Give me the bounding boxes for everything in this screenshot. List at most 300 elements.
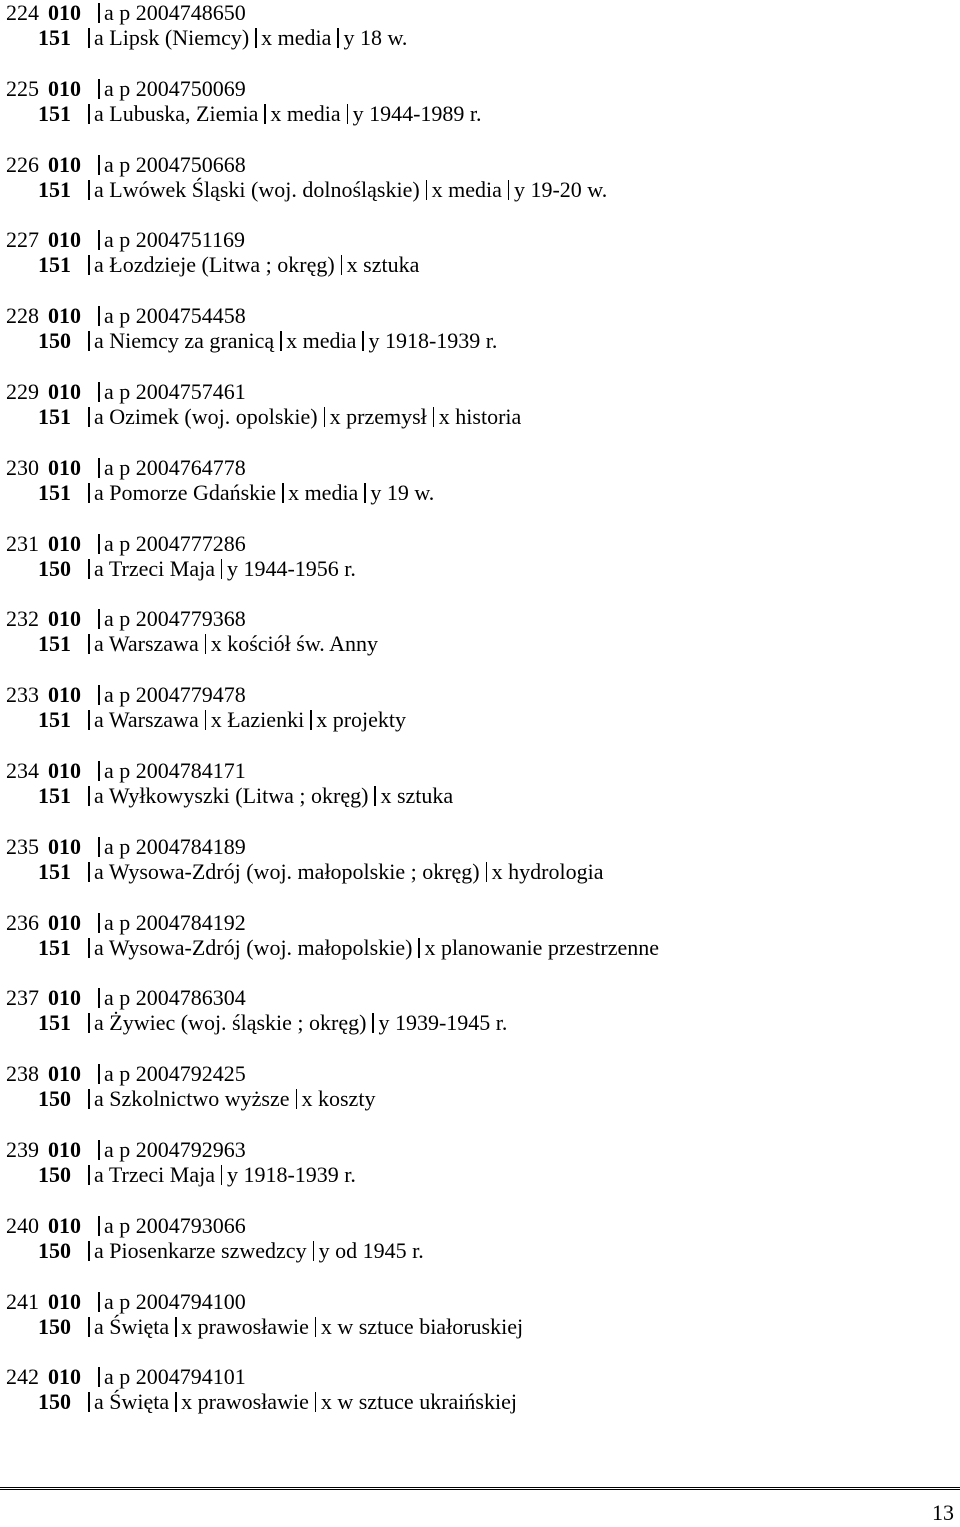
subfield-value: 1944-1956 r. xyxy=(243,555,356,581)
subfield-value: Ozimek (woj. opolskie) xyxy=(109,403,318,429)
record-control-line xyxy=(6,834,246,860)
field-tag: 010 xyxy=(48,0,81,25)
subfield xyxy=(337,25,407,51)
subfield-code: a xyxy=(94,25,104,50)
subfield-code: y xyxy=(318,1237,330,1263)
subfield-code: x xyxy=(301,1086,313,1112)
record-entry xyxy=(6,910,946,986)
record-heading-line xyxy=(38,859,603,885)
record-control-line xyxy=(6,152,246,178)
subfield-value: prawosławie xyxy=(197,1389,309,1415)
subfield xyxy=(280,328,356,354)
subfield-code: x xyxy=(431,176,443,202)
field-tag: 151 xyxy=(38,858,71,884)
field-tag: 010 xyxy=(48,151,81,177)
record-number: 226 xyxy=(6,151,39,177)
subfield xyxy=(88,1162,215,1188)
subfield-value: Warszawa xyxy=(108,707,199,733)
subfield-code: x xyxy=(286,328,298,354)
record-control-line xyxy=(6,227,245,253)
record-heading-line xyxy=(38,328,497,354)
record-heading-line xyxy=(38,1086,375,1112)
subfield-code: a xyxy=(94,782,104,808)
record-entry xyxy=(6,1137,946,1213)
subfield xyxy=(426,177,502,203)
record-entry xyxy=(6,1289,946,1365)
subfield xyxy=(264,101,340,127)
subfield-value: 1918-1939 r. xyxy=(243,1161,356,1187)
subfield-code: x xyxy=(270,100,282,126)
record-control-line xyxy=(6,379,246,405)
subfield-value: Niemcy za granicą xyxy=(109,328,275,354)
subfield-value: p 2004794100 xyxy=(119,1288,246,1314)
subfield xyxy=(88,707,199,733)
record-heading-line xyxy=(38,631,378,657)
field-tag: 010 xyxy=(48,909,81,935)
field-tag: 010 xyxy=(48,985,81,1011)
field-tag: 010 xyxy=(48,530,81,556)
record-number: 227 xyxy=(6,227,39,253)
subfield-code: a xyxy=(104,1212,114,1238)
subfield xyxy=(88,252,335,278)
record-entry xyxy=(6,455,946,531)
subfield-value: kościół św. Anny xyxy=(227,631,378,657)
record-list xyxy=(6,0,946,1440)
record-entry xyxy=(6,1213,946,1289)
subfield-code: x xyxy=(210,631,222,657)
subfield-code: y xyxy=(226,555,238,581)
record-number: 241 xyxy=(6,1288,39,1314)
subfield-value: projekty xyxy=(332,707,407,733)
record-number: 225 xyxy=(6,75,39,101)
subfield xyxy=(88,556,215,582)
subfield-code: a xyxy=(94,1313,104,1339)
subfield-value: w sztuce białoruskiej xyxy=(337,1313,524,1339)
record-entry xyxy=(6,0,946,76)
subfield xyxy=(98,0,246,26)
subfield-value: sztuka xyxy=(363,252,420,278)
subfield-value: p 2004748650 xyxy=(119,0,246,25)
field-tag: 150 xyxy=(38,1086,71,1112)
record-control-line xyxy=(6,682,246,708)
subfield xyxy=(205,707,304,733)
subfield xyxy=(315,1389,517,1415)
subfield-code: a xyxy=(94,100,104,126)
subfield xyxy=(347,101,482,127)
record-heading-line xyxy=(38,1010,507,1036)
record-number: 234 xyxy=(6,757,39,783)
record-heading-line xyxy=(38,1389,517,1415)
subfield xyxy=(88,328,274,354)
subfield-value: 19 w. xyxy=(386,479,435,505)
record-entry xyxy=(6,152,946,228)
record-number: 239 xyxy=(6,1136,39,1162)
subfield-code: a xyxy=(104,75,114,101)
field-tag: 010 xyxy=(48,454,81,480)
field-tag: 151 xyxy=(38,1010,71,1036)
subfield xyxy=(88,1238,307,1264)
subfield-value: p 2004786304 xyxy=(119,985,246,1011)
subfield-code: x xyxy=(181,1313,193,1339)
subfield xyxy=(98,455,246,481)
record-heading-line xyxy=(38,707,406,733)
field-tag: 151 xyxy=(38,25,71,50)
subfield xyxy=(88,859,480,885)
record-control-line xyxy=(6,606,246,632)
subfield xyxy=(98,76,246,102)
subfield-value: 1939-1945 r. xyxy=(394,1010,508,1036)
subfield-code: a xyxy=(104,303,114,329)
subfield-value: Szkolnictwo wyższe xyxy=(109,1086,290,1112)
subfield-value: p 2004792425 xyxy=(119,1061,246,1087)
subfield-value: sztuka xyxy=(396,782,454,808)
field-tag: 010 xyxy=(48,682,81,708)
subfield xyxy=(88,25,249,51)
subfield xyxy=(508,177,607,203)
record-number: 237 xyxy=(6,985,39,1011)
field-tag: 151 xyxy=(38,176,71,202)
subfield-code: a xyxy=(94,858,104,884)
subfield-code: a xyxy=(104,0,114,25)
subfield-value: p 2004792963 xyxy=(119,1136,246,1162)
subfield-code: x xyxy=(438,403,450,429)
subfield xyxy=(315,1314,523,1340)
field-tag: 150 xyxy=(38,1161,71,1187)
subfield-code: a xyxy=(104,985,114,1011)
subfield-value: Warszawa xyxy=(108,631,199,657)
field-tag: 010 xyxy=(48,833,81,859)
subfield xyxy=(205,631,378,657)
subfield-value: p 2004777286 xyxy=(119,530,246,556)
subfield xyxy=(98,303,246,329)
subfield-code: a xyxy=(94,252,104,278)
subfield-code: y xyxy=(378,1010,390,1036)
record-control-line xyxy=(6,985,246,1011)
subfield-value: Wysowa-Zdrój (woj. małopolskie) xyxy=(108,934,413,960)
field-tag: 010 xyxy=(48,1061,81,1087)
subfield xyxy=(88,177,420,203)
subfield-code: a xyxy=(94,631,104,657)
field-tag: 150 xyxy=(38,555,71,581)
subfield xyxy=(98,152,246,178)
record-entry xyxy=(6,985,946,1061)
subfield-value: od 1945 r. xyxy=(335,1237,424,1263)
field-tag: 151 xyxy=(38,479,71,505)
record-number: 229 xyxy=(6,378,39,404)
subfield-code: a xyxy=(104,682,114,708)
subfield-value: przemysł xyxy=(346,403,427,429)
record-heading-line xyxy=(38,1162,356,1188)
subfield xyxy=(221,1162,356,1188)
subfield-code: a xyxy=(104,757,114,783)
record-entry xyxy=(6,606,946,682)
record-control-line xyxy=(6,455,246,481)
record-number: 230 xyxy=(6,454,39,480)
subfield-value: p 2004794101 xyxy=(119,1364,246,1390)
field-tag: 010 xyxy=(48,378,81,404)
record-control-line xyxy=(6,0,246,26)
field-tag: 150 xyxy=(38,1389,71,1415)
record-control-line xyxy=(6,531,246,557)
subfield-value: p 2004779368 xyxy=(119,606,246,632)
record-number: 235 xyxy=(6,833,39,859)
subfield xyxy=(88,935,412,961)
subfield xyxy=(341,252,420,278)
subfield xyxy=(98,531,246,557)
subfield xyxy=(313,1238,424,1264)
record-number: 238 xyxy=(6,1061,39,1087)
subfield-code: a xyxy=(94,1237,104,1263)
record-entry xyxy=(6,834,946,910)
field-tag: 010 xyxy=(48,1136,81,1162)
subfield-value: w sztuce ukraińskiej xyxy=(337,1389,517,1415)
subfield xyxy=(98,1213,246,1239)
record-heading-line xyxy=(38,101,482,127)
subfield-value: Łozdzieje (Litwa ; okręg) xyxy=(109,252,335,278)
subfield xyxy=(98,1137,246,1163)
subfield xyxy=(98,227,245,253)
subfield-value: p 2004750668 xyxy=(119,151,246,177)
record-entry xyxy=(6,758,946,834)
record-number: 233 xyxy=(6,682,39,708)
subfield-code: a xyxy=(94,328,104,354)
subfield-value: media xyxy=(286,100,341,126)
subfield-value: Trzeci Maja xyxy=(108,555,215,581)
subfield-code: x xyxy=(261,25,273,50)
subfield-code: a xyxy=(104,530,114,556)
subfield-code: x xyxy=(346,252,358,278)
field-tag: 010 xyxy=(48,1364,81,1390)
field-tag: 151 xyxy=(38,934,71,960)
subfield-value: p 2004764778 xyxy=(119,454,246,480)
record-control-line xyxy=(6,76,246,102)
record-control-line xyxy=(6,1137,246,1163)
subfield-code: a xyxy=(94,1161,104,1187)
record-entry xyxy=(6,379,946,455)
subfield-value: p 2004779478 xyxy=(119,682,246,708)
subfield-code: x xyxy=(320,1389,332,1415)
subfield-code: a xyxy=(104,1364,114,1390)
subfield-code: a xyxy=(94,403,104,429)
page-number: 13 xyxy=(932,1500,954,1525)
field-tag: 010 xyxy=(48,227,81,253)
subfield xyxy=(88,480,276,506)
subfield-code: x xyxy=(316,707,328,733)
subfield xyxy=(418,935,659,961)
subfield-code: a xyxy=(104,227,114,253)
record-number: 240 xyxy=(6,1212,39,1238)
subfield-code: a xyxy=(94,555,104,581)
subfield-code: a xyxy=(94,707,104,733)
subfield-code: a xyxy=(94,1010,104,1036)
record-heading-line xyxy=(38,783,453,809)
subfield-value: Lwówek Śląski (woj. dolnośląskie) xyxy=(109,176,420,202)
record-number: 242 xyxy=(6,1364,39,1390)
record-heading-line xyxy=(38,25,407,51)
subfield-code: a xyxy=(104,606,114,632)
record-number: 232 xyxy=(6,606,39,632)
subfield-code: a xyxy=(94,176,104,202)
field-tag: 151 xyxy=(38,631,71,657)
subfield-value: Lubuska, Ziemia xyxy=(109,100,259,126)
subfield xyxy=(98,379,246,405)
subfield-value: Lipsk (Niemcy) xyxy=(109,25,250,50)
subfield xyxy=(88,101,258,127)
record-heading-line xyxy=(38,252,419,278)
subfield-value: Wysowa-Zdrój (woj. małopolskie ; okręg) xyxy=(108,858,480,884)
subfield xyxy=(362,328,497,354)
record-heading-line xyxy=(38,177,607,203)
subfield-value: 18 w. xyxy=(359,25,408,50)
subfield-code: x xyxy=(288,479,300,505)
subfield-value: p 2004784189 xyxy=(119,833,246,859)
subfield-code: y xyxy=(352,100,364,126)
subfield-value: p 2004754458 xyxy=(119,303,246,329)
field-tag: 010 xyxy=(48,606,81,632)
subfield-value: planowanie przestrzenne xyxy=(440,934,659,960)
record-entry xyxy=(6,1061,946,1137)
subfield-value: prawosławie xyxy=(197,1313,309,1339)
subfield xyxy=(324,404,427,430)
subfield xyxy=(98,606,246,632)
subfield xyxy=(88,631,199,657)
record-control-line xyxy=(6,1364,246,1390)
field-tag: 151 xyxy=(38,403,71,429)
subfield xyxy=(88,1314,169,1340)
record-heading-line xyxy=(38,404,521,430)
subfield xyxy=(88,1086,290,1112)
subfield-code: a xyxy=(94,1389,104,1415)
field-tag: 151 xyxy=(38,100,71,126)
subfield xyxy=(88,783,368,809)
subfield-value: media xyxy=(302,328,357,354)
subfield-value: Wyłkowyszki (Litwa ; okręg) xyxy=(108,782,369,808)
subfield-value: p 2004784171 xyxy=(119,757,246,783)
record-number: 231 xyxy=(6,530,39,556)
subfield-code: x xyxy=(380,782,392,808)
subfield-value: koszty xyxy=(318,1086,376,1112)
field-tag: 151 xyxy=(38,782,71,808)
record-heading-line xyxy=(38,935,659,961)
subfield xyxy=(98,985,246,1011)
record-entry xyxy=(6,531,946,607)
subfield xyxy=(98,1364,246,1390)
subfield-value: p 2004784192 xyxy=(119,909,246,935)
record-control-line xyxy=(6,910,246,936)
field-tag: 150 xyxy=(38,1237,71,1263)
subfield-value: hydrologia xyxy=(508,858,604,884)
subfield-code: x xyxy=(181,1389,193,1415)
record-heading-line xyxy=(38,1238,424,1264)
field-tag: 151 xyxy=(38,707,71,733)
subfield xyxy=(364,480,434,506)
subfield-value: 1944-1989 r. xyxy=(369,100,482,126)
subfield-code: a xyxy=(104,1288,114,1314)
record-entry xyxy=(6,76,946,152)
subfield xyxy=(175,1389,309,1415)
subfield xyxy=(282,480,358,506)
record-entry xyxy=(6,1364,946,1440)
field-tag: 010 xyxy=(48,303,81,329)
subfield-code: x xyxy=(491,858,503,884)
subfield-value: Pomorze Gdańskie xyxy=(109,479,277,505)
subfield-value: p 2004750069 xyxy=(119,75,246,101)
subfield xyxy=(98,1289,246,1315)
subfield-value: 1918-1939 r. xyxy=(384,328,498,354)
subfield-code: a xyxy=(104,378,114,404)
field-tag: 150 xyxy=(38,1313,71,1339)
subfield-code: x xyxy=(320,1313,332,1339)
subfield xyxy=(433,404,522,430)
subfield-value: media xyxy=(277,25,332,50)
record-entry xyxy=(6,303,946,379)
subfield-value: p 2004751169 xyxy=(119,227,245,253)
subfield xyxy=(221,556,356,582)
subfield-code: a xyxy=(94,1086,104,1112)
record-number: 228 xyxy=(6,303,39,329)
subfield xyxy=(88,1010,366,1036)
record-control-line xyxy=(6,758,246,784)
subfield-value: Święta xyxy=(109,1313,170,1339)
subfield xyxy=(374,783,453,809)
record-control-line xyxy=(6,1061,246,1087)
subfield-code: a xyxy=(104,454,114,480)
record-control-line xyxy=(6,1289,246,1315)
subfield xyxy=(98,1061,246,1087)
subfield xyxy=(98,834,246,860)
field-tag: 151 xyxy=(38,252,71,278)
subfield-code: a xyxy=(104,833,114,859)
subfield-code: x xyxy=(329,403,341,429)
subfield xyxy=(88,404,318,430)
subfield xyxy=(372,1010,507,1036)
record-heading-line xyxy=(38,1314,523,1340)
subfield-code: a xyxy=(94,934,104,960)
subfield-code: x xyxy=(424,934,436,960)
field-tag: 010 xyxy=(48,75,81,101)
subfield-value: 19-20 w. xyxy=(530,176,608,202)
subfield-value: historia xyxy=(455,403,522,429)
field-tag: 010 xyxy=(48,1288,81,1314)
subfield-value: Żywiec (woj. śląskie ; okręg) xyxy=(109,1010,367,1036)
record-heading-line xyxy=(38,556,356,582)
subfield-value: Trzeci Maja xyxy=(108,1161,215,1187)
subfield-value: Piosenkarze szwedzcy xyxy=(109,1237,307,1263)
subfield-code: y xyxy=(226,1161,238,1187)
subfield-code: y xyxy=(368,328,380,354)
footer-rule xyxy=(0,1487,960,1490)
subfield-code: a xyxy=(94,479,104,505)
subfield xyxy=(98,758,246,784)
field-tag: 010 xyxy=(48,1212,81,1238)
subfield-code: a xyxy=(104,1061,114,1087)
subfield-value: p 2004757461 xyxy=(119,378,246,404)
subfield-value: Święta xyxy=(109,1389,170,1415)
subfield xyxy=(486,859,604,885)
subfield-value: media xyxy=(448,176,502,202)
record-control-line xyxy=(6,1213,246,1239)
subfield xyxy=(175,1314,309,1340)
subfield xyxy=(98,682,246,708)
subfield-code: a xyxy=(104,909,114,935)
record-entry xyxy=(6,682,946,758)
record-entry xyxy=(6,227,946,303)
subfield-value: Łazienki xyxy=(227,707,305,733)
subfield-code: a xyxy=(104,151,114,177)
field-tag: 010 xyxy=(48,757,81,783)
subfield xyxy=(88,1389,169,1415)
subfield xyxy=(310,707,406,733)
